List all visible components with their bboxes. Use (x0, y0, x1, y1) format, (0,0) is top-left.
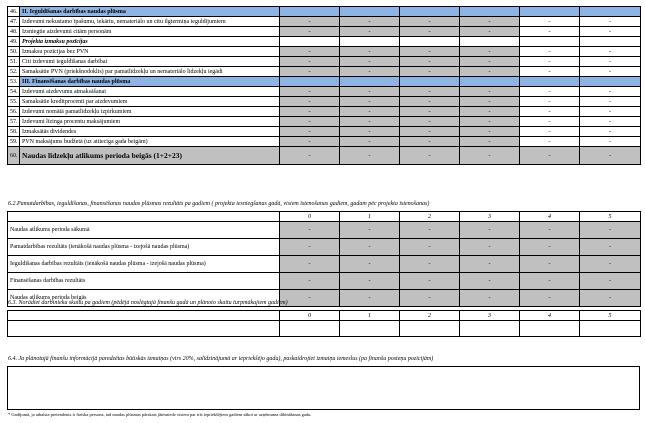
value-cell[interactable]: - (460, 147, 520, 165)
value-cell[interactable] (520, 37, 580, 47)
value-cell[interactable]: - (520, 107, 580, 117)
value-cell[interactable]: - (340, 17, 400, 27)
value-cell[interactable]: - (460, 27, 520, 37)
value-cell[interactable]: - (520, 222, 580, 239)
employee-count-cell[interactable] (280, 321, 340, 337)
value-cell[interactable]: - (580, 222, 641, 239)
year-header-row (8, 311, 641, 321)
value-cell[interactable]: - (520, 147, 580, 165)
value-cell[interactable]: - (280, 127, 340, 137)
value-cell[interactable]: - (580, 127, 641, 137)
value-cell[interactable]: - (280, 222, 340, 239)
table-row (8, 87, 641, 97)
table-row (8, 256, 641, 273)
value-cell[interactable]: - (400, 239, 460, 256)
row-number: 49. (8, 37, 20, 47)
table-row (8, 17, 641, 27)
table-row (8, 222, 641, 239)
value-cell[interactable]: - (280, 273, 340, 290)
value-cell[interactable]: - (340, 117, 400, 127)
value-cell[interactable]: - (400, 290, 460, 307)
value-cell[interactable]: - (340, 27, 400, 37)
value-cell[interactable] (340, 77, 400, 87)
value-cell[interactable]: - (460, 239, 520, 256)
row-number: 47. (8, 17, 20, 27)
row-label: Izdevumi līzinga procentu maksājumiem (20, 117, 280, 127)
row-number: 50. (8, 47, 20, 57)
value-cell[interactable]: - (580, 290, 641, 307)
value-cell[interactable]: - (580, 97, 641, 107)
row-number: 52. (8, 67, 20, 77)
value-cell[interactable]: - (280, 97, 340, 107)
year-header: 3 (460, 311, 520, 321)
row-number: 54. (8, 87, 20, 97)
value-cell[interactable]: - (520, 17, 580, 27)
value-cell[interactable]: - (400, 222, 460, 239)
value-cell[interactable]: - (280, 57, 340, 67)
value-cell[interactable]: - (280, 239, 340, 256)
value-cell[interactable] (460, 7, 520, 17)
header-blank (8, 212, 280, 222)
employee-count-cell[interactable] (460, 321, 520, 337)
value-cell[interactable]: - (520, 97, 580, 107)
header-blank (8, 311, 280, 321)
value-cell[interactable]: - (580, 147, 641, 165)
value-cell[interactable]: - (340, 147, 400, 165)
value-cell[interactable]: - (400, 87, 460, 97)
employee-count-row (8, 321, 641, 337)
row-number: 57. (8, 117, 20, 127)
value-cell[interactable]: - (340, 57, 400, 67)
value-cell[interactable]: - (340, 256, 400, 273)
employee-count-cell[interactable] (580, 321, 641, 337)
row-number: 46. (8, 7, 20, 17)
value-cell[interactable]: - (520, 57, 580, 67)
value-cell[interactable]: - (460, 290, 520, 307)
value-cell[interactable]: - (520, 273, 580, 290)
footnote: * Gadījumā, ja atbalsta pretendents ir fiziska persona, tad naudas plūsmas pārskats jāiesniedz visiem par trīs iepriekšējiem gadiem sākot ar uzņēmuma dibināšanas gadu. (8, 412, 312, 417)
year-header: 0 (280, 212, 340, 222)
value-cell[interactable]: - (580, 67, 641, 77)
table-row (8, 137, 641, 147)
value-cell[interactable]: - (340, 273, 400, 290)
value-cell[interactable]: - (520, 239, 580, 256)
value-cell[interactable]: - (400, 147, 460, 165)
row-label: Izmaksātās dividendes (20, 127, 280, 137)
row-label: Izdevumi nomātā pamatlīdzekļu izpirkumiem (20, 107, 280, 117)
value-cell[interactable]: - (580, 256, 641, 273)
table-row (8, 273, 641, 290)
value-cell[interactable]: - (580, 47, 641, 57)
value-cell[interactable]: - (460, 137, 520, 147)
value-cell[interactable]: - (280, 107, 340, 117)
value-cell[interactable]: - (520, 47, 580, 57)
year-header: 2 (400, 311, 460, 321)
value-cell[interactable]: - (340, 107, 400, 117)
row-label: II. Ieguldīšanas darbības naudas plūsma (20, 7, 280, 17)
table-row (8, 117, 641, 127)
row-label: Samaksātie kredītprocenti par aizdevumiem (20, 97, 280, 107)
row-label: Samaksātie PVN (priekšnodoklis) par pamatlīdzekļu un nemateriālo līdzekļu iegādi (20, 67, 280, 77)
value-cell[interactable] (580, 37, 641, 47)
value-cell[interactable]: - (460, 97, 520, 107)
value-cell[interactable]: - (340, 97, 400, 107)
row-label: Naudas atlikums perioda sākumā (8, 222, 280, 239)
table-row (8, 47, 641, 57)
row-label: Izdevumi aizdevumu atmaksāšanai (20, 87, 280, 97)
row-label: Naudas atlikums perioda beigās (8, 290, 280, 307)
value-cell[interactable]: - (520, 67, 580, 77)
value-cell[interactable]: - (520, 290, 580, 307)
value-cell[interactable]: - (580, 137, 641, 147)
table-row (8, 67, 641, 77)
table-row (8, 57, 641, 67)
year-header: 2 (400, 212, 460, 222)
value-cell[interactable]: - (280, 256, 340, 273)
year-header-row (8, 212, 641, 222)
value-cell[interactable]: - (460, 87, 520, 97)
row-label: Izmaksu pozīcijas bez PVN (20, 47, 280, 57)
value-cell[interactable]: - (460, 117, 520, 127)
value-cell[interactable]: - (280, 17, 340, 27)
value-cell[interactable]: - (340, 87, 400, 97)
value-cell[interactable]: - (460, 107, 520, 117)
value-cell[interactable] (280, 77, 340, 87)
value-cell[interactable]: - (520, 117, 580, 127)
value-cell[interactable]: - (280, 117, 340, 127)
value-cell[interactable]: - (580, 117, 641, 127)
value-cell[interactable]: - (340, 47, 400, 57)
row-number: 59. (8, 137, 20, 147)
value-cell[interactable]: - (400, 273, 460, 290)
row-label: PVN maksājums budžetā (uz attiecīga gada beigām) (20, 137, 280, 147)
value-cell[interactable]: - (460, 222, 520, 239)
row-number: 51. (8, 57, 20, 67)
section-6-3-table (7, 310, 641, 337)
value-cell[interactable]: - (580, 87, 641, 97)
section-6-3-title: 6.3. Norādiet darbinieku skaitu pa gadiem (pēdējā noslēgtajā finanšu gadā un plānoto skaitu turpmākajiem gadiem) (8, 300, 288, 306)
value-cell[interactable]: - (340, 127, 400, 137)
value-cell[interactable]: - (520, 87, 580, 97)
value-cell[interactable]: - (280, 290, 340, 307)
row-number: 58. (8, 127, 20, 137)
year-header: 4 (520, 311, 580, 321)
row-label: Projekta izmaksu pozīcijas (20, 37, 280, 47)
value-cell[interactable]: - (460, 256, 520, 273)
value-cell[interactable]: - (400, 47, 460, 57)
value-cell[interactable]: - (340, 290, 400, 307)
value-cell[interactable]: - (580, 57, 641, 67)
employee-count-cell[interactable] (400, 321, 460, 337)
section-6-2-title: 6.2.Pamatdarbības, ieguldīšanas, finansēšanas naudas plūsmas rezultāts pa gadiem ( projekta iesniegšanas gadā, visiem īstenošanas gadiem, gadam pēc projekta īstenošanas) (8, 201, 430, 207)
table-row (8, 97, 641, 107)
value-cell[interactable]: - (460, 67, 520, 77)
year-header: 0 (280, 311, 340, 321)
value-cell[interactable]: - (400, 67, 460, 77)
employee-count-cell[interactable] (520, 321, 580, 337)
row-label: Izsniegtie aizdevumi citām personām (20, 27, 280, 37)
year-header: 3 (460, 212, 520, 222)
table-row (8, 7, 641, 17)
row-label: Citi izdevumi ieguldīšanas darbībai (20, 57, 280, 67)
value-cell[interactable]: - (460, 273, 520, 290)
row-number: 56. (8, 107, 20, 117)
value-cell[interactable]: - (400, 97, 460, 107)
value-cell[interactable]: - (520, 127, 580, 137)
row-label: Finansēšanas darbības rezultāts (8, 273, 280, 290)
row-number: 60. (8, 147, 20, 165)
value-cell[interactable] (340, 7, 400, 17)
table-row (8, 127, 641, 137)
value-cell[interactable]: - (400, 17, 460, 27)
year-header: 1 (340, 311, 400, 321)
value-cell[interactable]: - (400, 137, 460, 147)
row-label: Izdevumi nekustamo īpašumu, iekārtu, nemateriālo un citu ilgtermiņa ieguldījumiem (20, 17, 280, 27)
section-6-2-table (7, 211, 641, 307)
table-row (8, 147, 641, 165)
year-header: 4 (520, 212, 580, 222)
row-label: Ieguldīšanas darbības rezultāts (ienākošā naudas plūsma - izejošā naudas plūsma) (8, 256, 280, 273)
table-row (8, 239, 641, 256)
value-cell[interactable] (280, 7, 340, 17)
value-cell[interactable] (520, 77, 580, 87)
table-row (8, 77, 641, 87)
value-cell[interactable]: - (400, 107, 460, 117)
value-cell[interactable]: - (340, 239, 400, 256)
value-cell[interactable] (340, 37, 400, 47)
cash-flow-table (7, 6, 641, 165)
value-cell[interactable]: - (520, 256, 580, 273)
row-label: Naudas līdzekļu atlikums perioda beigās (1+2+23) (20, 147, 280, 165)
value-cell[interactable]: - (580, 107, 641, 117)
row-label: Pamatdarbības rezultāts (ienākošā naudas plūsma - izejošā naudas plūsma) (8, 239, 280, 256)
value-cell[interactable]: - (340, 222, 400, 239)
value-cell[interactable]: - (340, 67, 400, 77)
year-header: 5 (580, 212, 641, 222)
value-cell[interactable]: - (280, 47, 340, 57)
value-cell[interactable]: - (460, 57, 520, 67)
table-row (8, 37, 641, 47)
value-cell[interactable]: - (580, 27, 641, 37)
value-cell[interactable] (580, 7, 641, 17)
value-cell[interactable]: - (280, 147, 340, 165)
value-cell[interactable]: - (520, 27, 580, 37)
value-cell[interactable] (280, 37, 340, 47)
row-number: 53. (8, 77, 20, 87)
value-cell[interactable]: - (400, 27, 460, 37)
explanation-textbox[interactable] (7, 366, 640, 410)
value-cell[interactable]: - (520, 137, 580, 147)
value-cell[interactable]: - (400, 127, 460, 137)
value-cell[interactable]: - (580, 17, 641, 27)
value-cell[interactable] (400, 37, 460, 47)
value-cell[interactable]: - (400, 57, 460, 67)
value-cell[interactable]: - (460, 47, 520, 57)
employee-count-cell[interactable] (340, 321, 400, 337)
year-header: 5 (580, 311, 641, 321)
value-cell[interactable] (460, 77, 520, 87)
value-cell[interactable]: - (460, 127, 520, 137)
value-cell[interactable]: - (580, 239, 641, 256)
table-row (8, 27, 641, 37)
value-cell[interactable]: - (280, 87, 340, 97)
table-row (8, 107, 641, 117)
value-cell[interactable]: - (400, 256, 460, 273)
value-cell[interactable] (400, 77, 460, 87)
value-cell[interactable] (400, 7, 460, 17)
value-cell[interactable]: - (340, 137, 400, 147)
value-cell[interactable]: - (580, 273, 641, 290)
value-cell[interactable]: - (280, 27, 340, 37)
value-cell[interactable]: - (280, 137, 340, 147)
row-number: 48. (8, 27, 20, 37)
year-header: 1 (340, 212, 400, 222)
row-label: III. Finansēšanas darbības naudas plūsma (20, 77, 280, 87)
value-cell[interactable] (460, 37, 520, 47)
value-cell[interactable] (520, 7, 580, 17)
value-cell[interactable]: - (280, 67, 340, 77)
value-cell[interactable] (580, 77, 641, 87)
row-label (8, 321, 280, 337)
value-cell[interactable]: - (400, 117, 460, 127)
section-6-4-title: 6.4. Ja plānotajā finanšu informācijā paredzētas būtiskās izmaiņas (virs 20%, salīdzinājumā ar iepriekšējo gadu), paskaidrojiet izmaiņu iemeslus (pa finanšu posteņu pozīcijām) (8, 356, 434, 362)
value-cell[interactable]: - (460, 17, 520, 27)
row-number: 55. (8, 97, 20, 107)
